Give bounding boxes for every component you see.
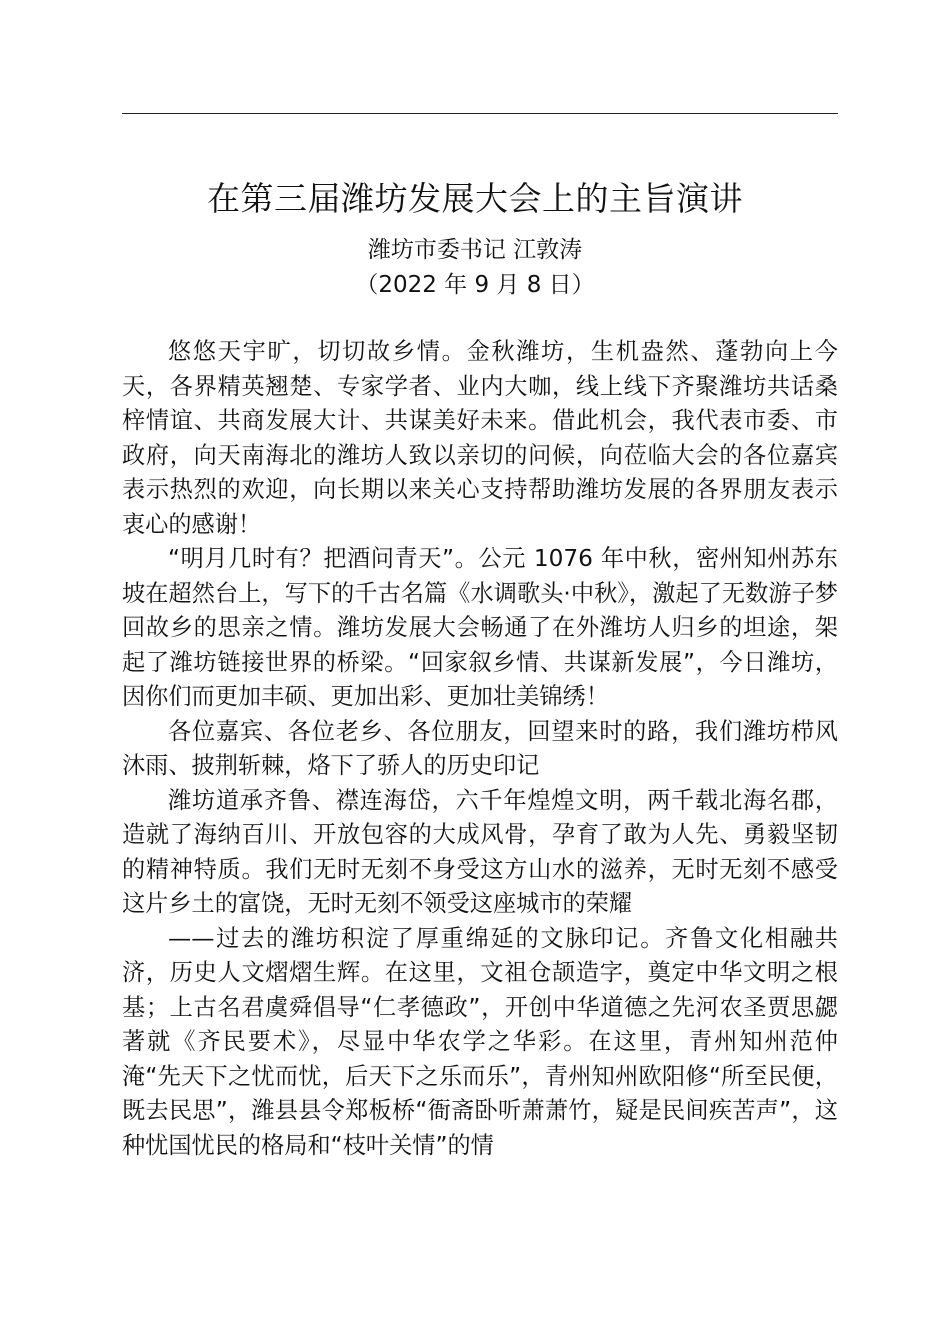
header-rule [122,113,838,114]
paragraph: 悠悠天宇旷，切切故乡情。金秋潍坊，生机盎然、蓬勃向上今天，各界精英翘楚、专家学者、业内大咖，线上线下齐聚潍坊共话桑梓情谊、共商发展大计、共谋美好未来。借此机会，我代表市委、市政府，向天南海北的潍坊人致以亲切的问候，向莅临大会的各位嘉宾表示热烈的欢迎，向长期以来关心支持帮助潍坊发展的各界朋友表示衷心的感谢！ [122,338,838,538]
speech-body [122,335,838,1163]
paragraph: 各位嘉宾、各位老乡、各位朋友，回望来时的路，我们潍坊栉风沐雨、披荆斩棘，烙下了骄人的历史印记 [122,717,838,779]
author-line: 潍坊市委书记 江敦涛 [367,237,583,263]
date-line: （2022 年 9 月 8 日） [355,272,595,298]
page-title: 在第三届潍坊发展大会上的主旨演讲 [207,179,743,218]
paragraph: 潍坊道承齐鲁、襟连海岱，六千年煌煌文明，两千载北海名郡，造就了海纳百川、开放包容的大成风骨，孕育了敢为人先、勇毅坚韧的精神特质。我们无时无刻不身受这方山水的滋养，无时无刻不感受这片乡土的富饶，无时无刻不领受这座城市的荣耀 [122,786,838,917]
paragraph: “明月几时有？把酒问青天”。公元 1076 年中秋，密州知州苏东坡在超然台上，写下的千古名篇《水调歌头·中秋》，激起了无数游子梦回故乡的思亲之情。潍坊发展大会畅通了在外潍坊人归乡的坦途，架起了潍坊链接世界的桥梁。“回家叙乡情、共谋新发展”，今日潍坊，因你们而更加丰硕、更加出彩、更加壮美锦绣！ [122,545,838,710]
paragraph: ——过去的潍坊积淀了厚重绵延的文脉印记。齐鲁文化相融共济，历史人文熠熠生辉。在这里，文祖仓颉造字，奠定中华文明之根基；上古名君虞舜倡导“仁孝德政”，开创中华道德之先河农圣贾思勰著就《齐民要术》，尽显中华农学之华彩。在这里，青州知州范仲淹“先天下之忧而忧，后天下之乐而乐”，青州知州欧阳修“所至民便，既去民思”，潍县县令郑板桥“衙斋卧听萧萧竹，疑是民间疾苦声”，这种忧国忧民的格局和“枝叶关情”的情 [122,924,838,1159]
